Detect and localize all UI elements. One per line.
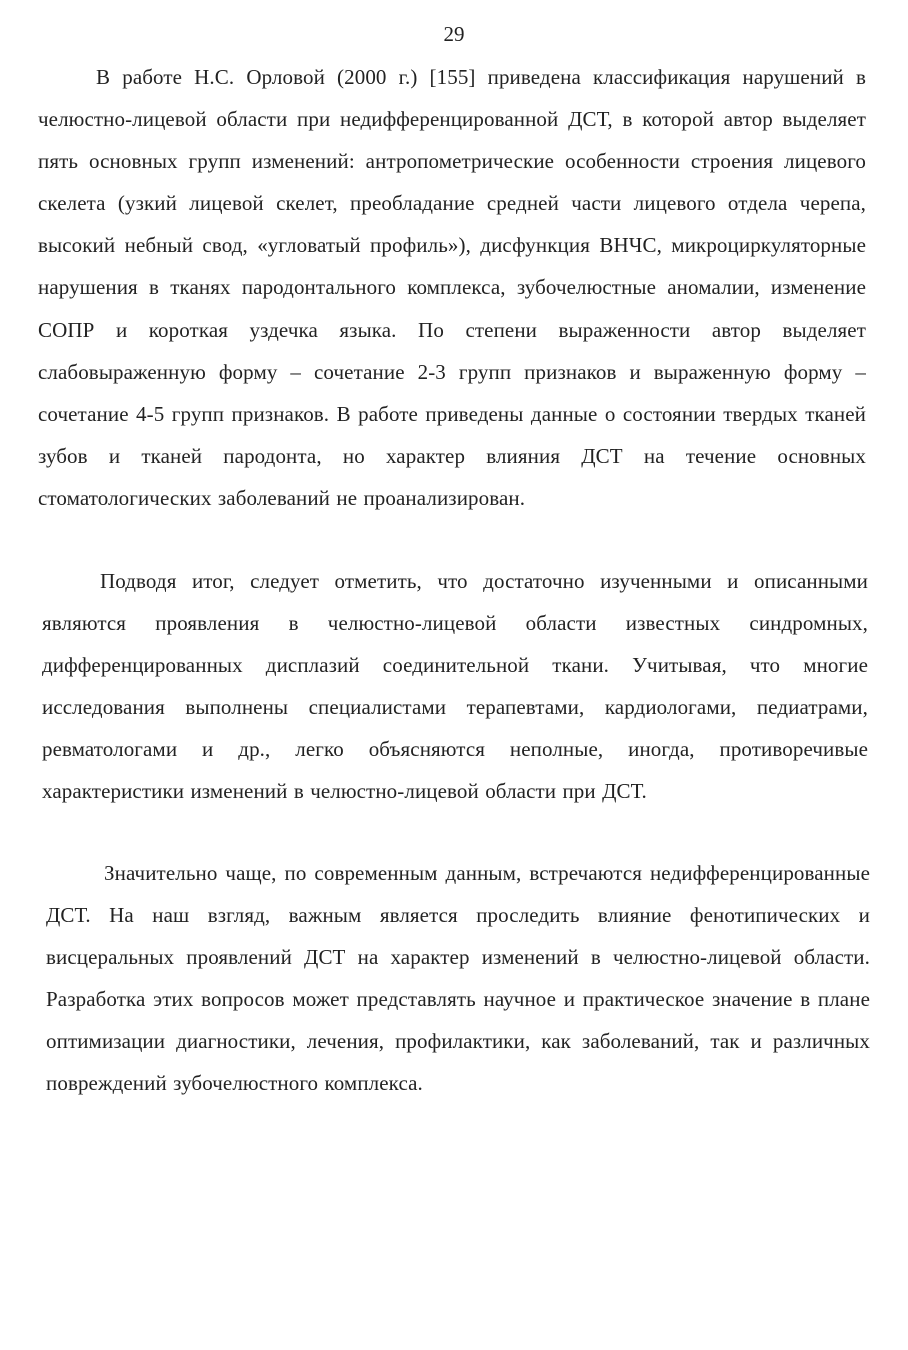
paragraph-classification: В работе Н.С. Орловой (2000 г.) [155] приведена классификация нарушений в челюстно-лицевой области при недифференцированной ДСТ, в которой автор выделяет пять основных групп изменений: антропометрические особенности строения лицевого скелета (узкий лицевой скелет, преобладание средней части лицевого отдела черепа, высокий небный свод, «угловатый профиль»), дисфункция ВНЧС, микроциркуляторные нарушения в тканях пародонтального комплекса, зубочелюстные аномалии, изменение СОПР и короткая уздечка языка. По степени выраженности автор выделяет слабовыраженную форму – сочетание 2-3 групп признаков и выраженную форму – сочетание 4-5 групп признаков. В работе приведены данные о состоянии твердых тканей зубов и тканей пародонта, но характер влияния ДСТ на течение основных стоматологических заболеваний не проанализирован.	[38, 65, 866, 510]
paragraph-undifferentiated: Значительно чаще, по современным данным, встречаются недифференцированные ДСТ. На наш взгляд, важным является проследить влияние фенотипических и висцеральных проявлений ДСТ на характер изменений в челюстно-лицевой области. Разработка этих вопросов может представлять научное и практическое значение в плане оптимизации диагностики, лечения, профилактики, как заболеваний, так и различных повреждений зубочелюстного комплекса.	[46, 861, 870, 1096]
page-number: 29	[443, 22, 465, 46]
paragraph-summary: Подводя итог, следует отметить, что достаточно изученными и описанными являются проявления в челюстно-лицевой области известных синдромных, дифференцированных дисплазий соединительной ткани. Учитывая, что многие исследования выполнены специалистами терапевтами, кардиологами, педиатрами, ревматологами и др., легко объясняются неполные, иногда, противоречивые характеристики изменений в челюстно-лицевой области при ДСТ.	[42, 569, 868, 804]
